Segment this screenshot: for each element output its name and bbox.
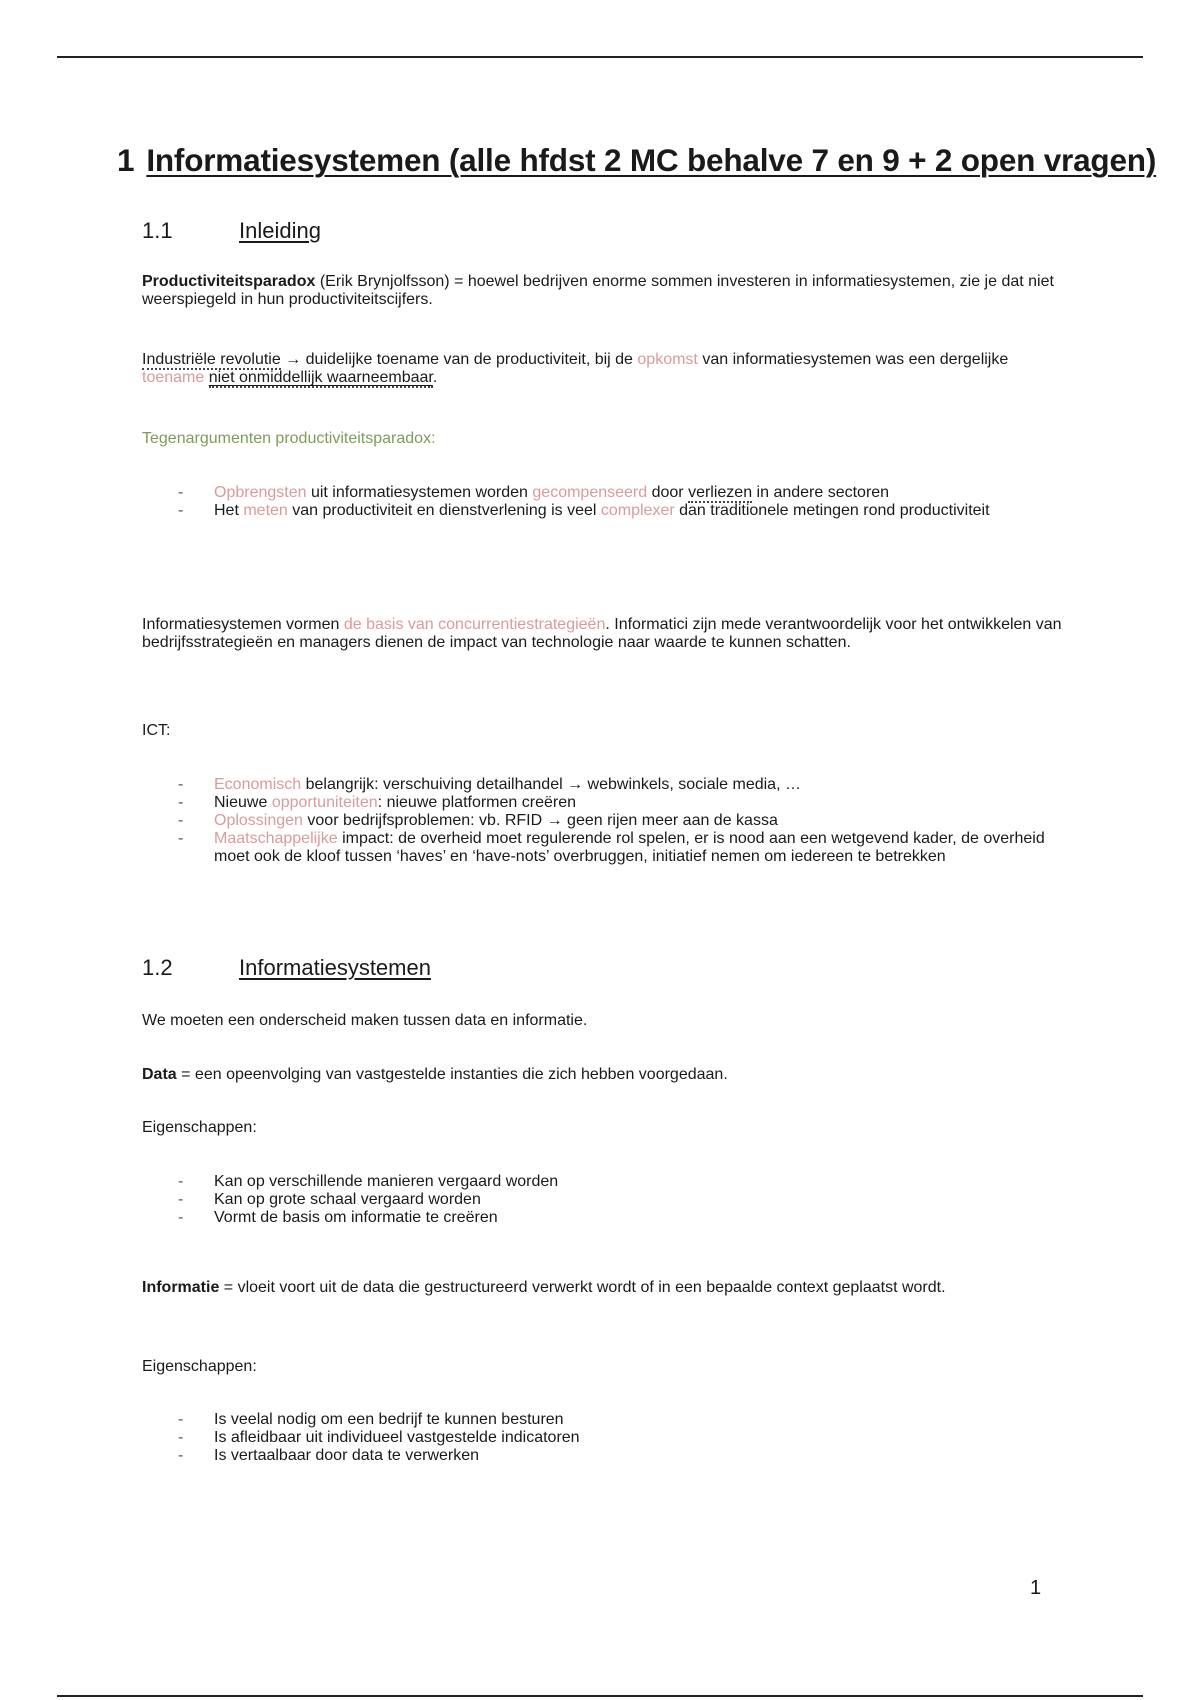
highlight-concurrentie: de basis van concurrentiestrategieën xyxy=(343,616,606,633)
data-term: Data xyxy=(142,1066,177,1083)
properties-label: Eigenschappen: xyxy=(142,1358,257,1375)
ict-list xyxy=(142,776,1062,866)
top-rule xyxy=(57,56,1143,58)
counter-arguments-heading: Tegenargumenten productiviteitsparadox: xyxy=(142,430,436,447)
list-item: - Is veelal nodig om een bedrijf te kunnen besturen xyxy=(142,1411,1062,1429)
underlined-phrase: niet onmiddellijk waarneembaar xyxy=(208,369,433,386)
item-text: voor bedrijfsproblemen: vb. RFID → geen rijen meer aan de kassa xyxy=(302,812,778,829)
ict-label: ICT: xyxy=(142,722,171,739)
information-term: Informatie xyxy=(142,1279,220,1296)
data-definition xyxy=(142,1066,1062,1084)
item-text: Het xyxy=(214,502,244,519)
item-text: belangrijk: verschuiving detailhandel → webwinkels, sociale media, … xyxy=(301,776,801,793)
industrial-text-1: → duidelijke toename van de productiviteit, bij de xyxy=(280,351,638,368)
list-item xyxy=(142,776,1062,794)
item-text: impact: de overheid moet regulerende rol spelen, er is nood aan een wetgevend kader, de overheid moet ook de kloof tussen ‘haves’ en ‘have-nots’ overbruggen, initiatief nemen om iedereen te betrekken xyxy=(214,830,1045,865)
industrial-end: . xyxy=(432,369,438,386)
competition-paragraph xyxy=(142,616,1062,652)
section-number: 1.1 xyxy=(142,218,173,243)
data-properties-list xyxy=(142,1173,1062,1227)
list-item: - Kan op verschillende manieren vergaard worden xyxy=(142,1173,1062,1191)
list-item: - Is vertaalbaar door data te verwerken xyxy=(142,1447,1062,1465)
highlight-maatschappelijke: Maatschappelijke xyxy=(214,830,338,847)
highlight-opbrengsten: Opbrengsten xyxy=(214,484,307,501)
list-item xyxy=(142,502,1062,520)
dotted-verliezen: verliezen xyxy=(688,484,753,501)
bottom-rule xyxy=(57,1695,1143,1697)
list-item: - Is afleidbaar uit individueel vastgestelde indicatoren xyxy=(142,1429,1062,1447)
distinction-paragraph: We moeten een onderscheid maken tussen data en informatie. xyxy=(142,1012,588,1029)
item-text: in andere sectoren xyxy=(752,484,890,501)
highlight-opportuniteiten: opportuniteiten xyxy=(271,794,378,811)
paradox-term: Productiviteitsparadox xyxy=(142,273,316,290)
list-item xyxy=(142,830,1062,866)
paradox-text: (Erik Brynjolfsson) = hoewel bedrijven enorme sommen investeren in informatiesystemen, zie je dat niet weerspiegeld in hun productiviteitscijfers. xyxy=(142,273,1054,308)
data-text: = een opeenvolging van vastgestelde instanties die zich hebben voorgedaan. xyxy=(176,1066,728,1083)
section-title: Informatiesystemen xyxy=(239,955,431,980)
highlight-gecompenseerd: gecompenseerd xyxy=(532,484,648,501)
industrial-paragraph xyxy=(142,351,1062,387)
list-item: - Kan op grote schaal vergaard worden xyxy=(142,1191,1062,1209)
information-text: = vloeit voort uit de data die gestructureerd verwerkt wordt of in een bepaalde context geplaatst wordt. xyxy=(219,1279,946,1296)
list-item xyxy=(142,484,1062,502)
item-text: uit informatiesystemen worden xyxy=(306,484,533,501)
highlight-complexer: complexer xyxy=(600,502,675,519)
section-heading-1-1 xyxy=(142,217,321,245)
highlight-opkomst: opkomst xyxy=(637,351,698,368)
list-item xyxy=(142,794,1062,812)
industrial-term: Industriële revolutie xyxy=(142,351,281,368)
chapter-number: 1 xyxy=(117,142,135,178)
chapter-title: Informatiesystemen (alle hfdst 2 MC behalve 7 en 9 + 2 open vragen) xyxy=(146,142,1157,178)
item-text: door xyxy=(647,484,689,501)
item-text: van productiviteit en dienstverlening is veel xyxy=(287,502,601,519)
item-text: : nieuwe platformen creëren xyxy=(377,794,576,811)
competition-text-1: Informatiesystemen vormen xyxy=(142,616,344,633)
highlight-economisch: Economisch xyxy=(214,776,302,793)
list-item xyxy=(142,812,1062,830)
highlight-toename: toename xyxy=(142,369,205,386)
section-title: Inleiding xyxy=(239,218,321,243)
industrial-text-2: van informatiesystemen was een dergelijke xyxy=(697,351,1009,368)
properties-label: Eigenschappen: xyxy=(142,1119,257,1136)
section-heading-1-2 xyxy=(142,954,431,982)
list-item: - Vormt de basis om informatie te creëren xyxy=(142,1209,1062,1227)
highlight-oplossingen: Oplossingen xyxy=(214,812,303,829)
item-text: Nieuwe xyxy=(214,794,272,811)
competition-text-2: . Informatici zijn mede verantwoordelijk voor het ontwikkelen van bedrijfsstrategieën en managers dienen de impact van technologie naar waarde te kunnen schatten. xyxy=(142,616,1062,651)
information-definition xyxy=(142,1279,1062,1297)
counter-arguments-list xyxy=(142,484,1062,520)
chapter-heading xyxy=(117,140,1156,180)
information-properties-list xyxy=(142,1411,1062,1465)
highlight-meten: meten xyxy=(243,502,288,519)
page-number: 1 xyxy=(1030,1577,1042,1599)
item-text: dan traditionele metingen rond productiviteit xyxy=(674,502,990,519)
section-number: 1.2 xyxy=(142,955,173,980)
paradox-paragraph xyxy=(142,273,1062,309)
